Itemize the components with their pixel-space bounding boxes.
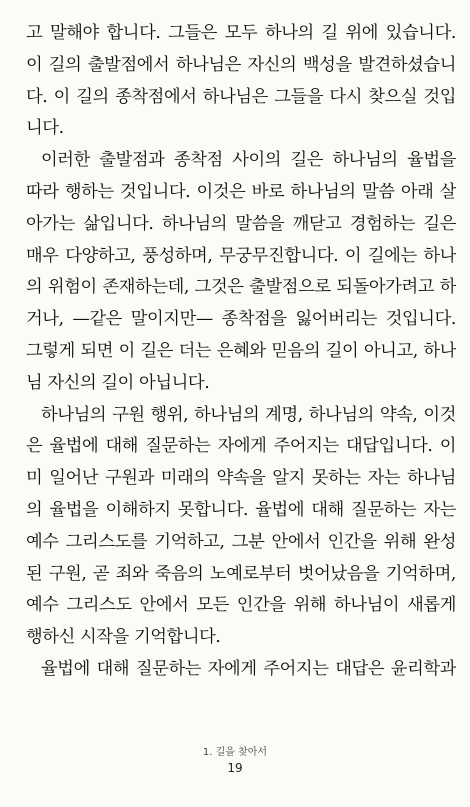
page-number: 19: [227, 761, 243, 775]
text-line: 율법에 대해 질문하는 자에게 주어지는 대답은 윤리학과: [41, 658, 456, 679]
text-line: 니다.: [26, 118, 64, 139]
text-line: 행하신 시작을 기억합니다.: [26, 627, 221, 648]
text-line: 따라 행하는 것입니다. 이것은 바로 하나님의 말씀 아래 살: [26, 181, 456, 202]
text-line: 의 위험이 존재하는데, 그것은 출발점으로 되돌아가려고 하: [26, 277, 456, 298]
text-line: 예수 그리스도 안에서 모든 인간을 위해 하나님이 새롭게: [26, 595, 456, 616]
body-text: [26, 18, 456, 686]
text-line: 하나님의 구원 행위, 하나님의 계명, 하나님의 약속, 이것: [41, 404, 456, 425]
text-line: 예수 그리스도를 기억하고, 그분 안에서 인간을 위해 완성: [26, 531, 456, 552]
text-line: 이러한 출발점과 종착점 사이의 길은 하나님의 율법을: [41, 150, 456, 171]
text-line: 거나, —같은 말이지만— 종착점을 잃어버리는 것입니다.: [26, 309, 456, 330]
text-line: 님 자신의 길이 아닙니다.: [26, 372, 210, 393]
text-line: 다. 이 길의 종착점에서 하나님은 그들을 다시 찾으실 것입: [26, 86, 456, 107]
running-footer-title: 1. 길을 찾아서: [202, 747, 268, 758]
text-line: 그렇게 되면 이 길은 더는 은혜와 믿음의 길이 아니고, 하나: [26, 340, 456, 361]
text-line: 미 일어난 구원과 미래의 약속을 알지 못하는 자는 하나님: [26, 468, 456, 489]
text-line: 고 말해야 합니다. 그들은 모두 하나의 길 위에 있습니다.: [26, 23, 456, 43]
text-line: 아가는 삶입니다. 하나님의 말씀을 깨닫고 경험하는 길은: [26, 213, 456, 234]
text-line: 은 율법에 대해 질문하는 자에게 주어지는 대답입니다. 이: [26, 436, 456, 457]
text-line: 이 길의 출발점에서 하나님은 자신의 백성을 발견하셨습니: [26, 54, 456, 75]
text-line: 매우 다양하고, 풍성하며, 무궁무진합니다. 이 길에는 하나: [26, 245, 456, 266]
text-line: 의 율법을 이해하지 못합니다. 율법에 대해 질문하는 자는: [26, 499, 456, 520]
text-line: 된 구원, 곧 죄와 죽음의 노예로부터 벗어났음을 기억하며,: [26, 563, 456, 584]
